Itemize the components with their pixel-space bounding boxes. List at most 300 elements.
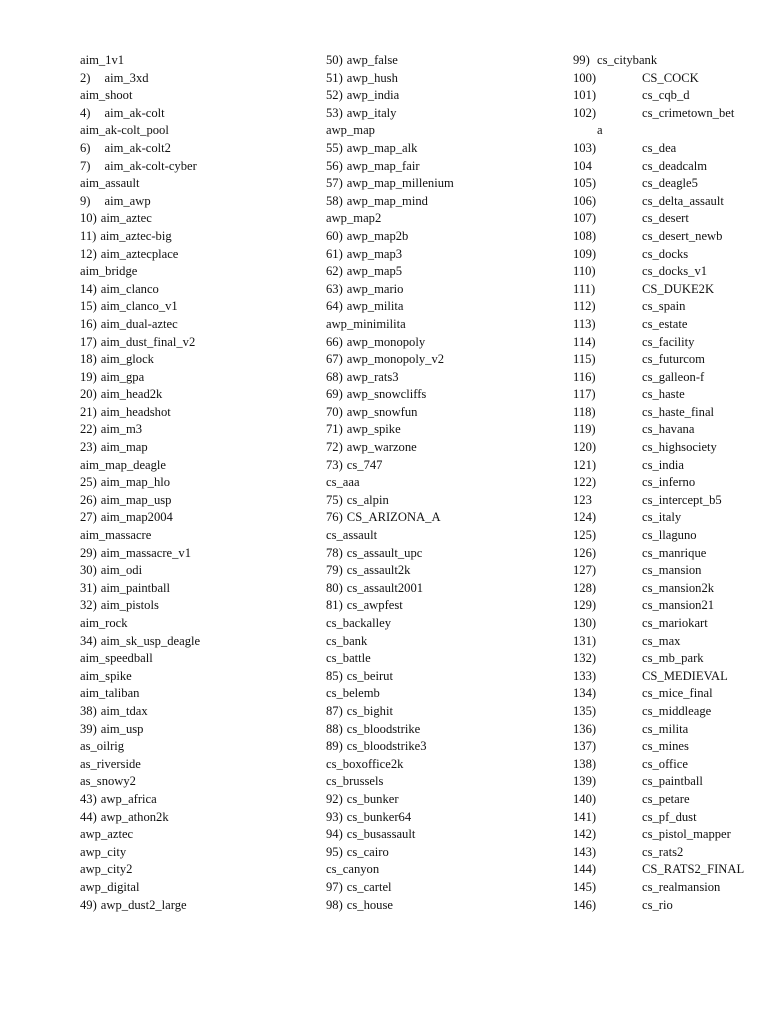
map-name: cs_desert — [642, 211, 689, 226]
map-name: cs_awpfest — [346, 598, 403, 613]
list-item — [326, 509, 566, 527]
map-name: cs_middleage — [642, 703, 712, 718]
list-item — [573, 298, 768, 316]
list-item — [326, 633, 566, 651]
list-item-number: 6) — [80, 140, 91, 155]
list-item-number: 117) — [573, 387, 596, 402]
list-item — [326, 52, 566, 70]
map-name: aim_clanco — [100, 281, 159, 296]
list-item — [326, 246, 566, 264]
map-name: CS_COCK — [642, 70, 699, 85]
list-item-number: 31) — [80, 580, 97, 595]
list-item — [573, 527, 768, 545]
map-name: cs_bighit — [346, 703, 393, 718]
map-name: awp_africa — [100, 791, 157, 806]
list-item-number: 55) — [326, 140, 343, 155]
list-item-number: 100) — [573, 70, 597, 85]
list-item-number: 142) — [573, 827, 597, 842]
list-item — [80, 105, 320, 123]
map-name: aim_odi — [100, 563, 143, 578]
list-item — [326, 650, 566, 668]
map-name: cs_aaa — [326, 475, 360, 490]
list-item-number: 140) — [573, 791, 597, 806]
map-name: aim_map2004 — [100, 510, 173, 525]
list-item-number: 136) — [573, 721, 597, 736]
list-item — [326, 756, 566, 774]
list-item-number: 56) — [326, 158, 343, 173]
list-item-number: 121) — [573, 457, 597, 472]
map-name: cs_italy — [642, 510, 682, 525]
list-item-number: 132) — [573, 651, 597, 666]
list-item — [80, 474, 320, 492]
map-name: cs_brussels — [326, 774, 384, 789]
list-item-number: 81) — [326, 598, 343, 613]
map-name: cs_assault2001 — [346, 580, 424, 595]
list-item-number: 98) — [326, 897, 343, 912]
list-item — [80, 210, 320, 228]
list-item — [326, 738, 566, 756]
list-item — [80, 404, 320, 422]
map-name: aim_rock — [80, 616, 128, 630]
list-item — [80, 791, 320, 809]
list-item-number: 71) — [326, 422, 343, 437]
list-item — [573, 650, 768, 668]
map-name: awp_snowfun — [346, 404, 418, 419]
map-name: awp_monopoly_v2 — [346, 352, 445, 367]
list-item — [80, 580, 320, 598]
map-name: cs_assault — [326, 528, 378, 543]
map-name: awp_false — [346, 53, 398, 67]
map-name: as_snowy2 — [80, 774, 136, 789]
map-name: cs_bloodstrike — [346, 721, 421, 736]
list-item-number: 64) — [326, 299, 343, 314]
list-item-number: 73) — [326, 457, 343, 472]
list-item — [573, 439, 768, 457]
map-list-column-3 — [573, 52, 768, 914]
list-item — [80, 158, 320, 176]
list-item — [573, 316, 768, 334]
list-item-number: 9) — [80, 193, 91, 208]
list-item — [326, 668, 566, 686]
map-name: cs_realmansion — [642, 879, 721, 894]
map-name: aim_speedball — [80, 651, 153, 666]
map-name: aim_3xd — [104, 70, 149, 85]
map-name: cs_dea — [642, 140, 677, 155]
list-item — [573, 897, 768, 915]
map-name: cs_backalley — [326, 616, 392, 630]
list-item-number: 58) — [326, 193, 343, 208]
map-name: awp_monopoly — [346, 334, 426, 349]
map-name: cs_crimetown_bet — [642, 105, 735, 120]
map-name: cs_desert_newb — [642, 228, 723, 243]
map-name: aim_usp — [100, 721, 144, 736]
list-item — [573, 791, 768, 809]
list-item — [573, 861, 768, 879]
list-item-number: 2) — [80, 70, 91, 85]
list-item — [326, 140, 566, 158]
list-item-number: 116) — [573, 369, 596, 384]
list-item-number: 141) — [573, 809, 597, 824]
list-item — [326, 210, 566, 228]
list-item-number: 112) — [573, 299, 596, 314]
list-item — [573, 105, 768, 123]
map-name: a — [597, 123, 603, 138]
list-item — [80, 615, 320, 633]
list-item — [573, 404, 768, 422]
list-item — [326, 545, 566, 563]
list-item-number: 99) — [573, 53, 590, 67]
list-item-number: 124) — [573, 510, 597, 525]
list-item — [80, 246, 320, 264]
list-item — [573, 633, 768, 651]
list-item — [326, 228, 566, 246]
map-name: cs_docks — [642, 246, 689, 261]
list-item — [573, 721, 768, 739]
list-item — [326, 562, 566, 580]
list-item — [80, 703, 320, 721]
map-name: aim_map_usp — [100, 492, 172, 507]
list-item — [326, 404, 566, 422]
list-item-number: 118) — [573, 404, 596, 419]
list-item-number: 53) — [326, 105, 343, 120]
map-name: as_oilrig — [80, 739, 125, 754]
list-item — [573, 738, 768, 756]
map-name: cs_paintball — [642, 774, 703, 789]
list-item — [80, 369, 320, 387]
list-item — [326, 158, 566, 176]
map-name: aim_taliban — [80, 686, 140, 701]
map-name: awp_map5 — [346, 264, 403, 279]
list-item-number: 60) — [326, 228, 343, 243]
map-name: cs_mice_final — [642, 686, 713, 701]
list-item-number: 129) — [573, 598, 597, 613]
map-name: cs_bank — [326, 633, 368, 648]
list-item-number: 80) — [326, 580, 343, 595]
list-item — [573, 386, 768, 404]
list-item — [573, 773, 768, 791]
map-name: cs_busassault — [346, 827, 416, 842]
list-item-number: 138) — [573, 756, 597, 771]
map-name: cs_rio — [642, 897, 673, 912]
list-item-number: 114) — [573, 334, 596, 349]
list-item — [80, 597, 320, 615]
list-item — [326, 122, 566, 140]
map-name: aim_aztecplace — [100, 246, 179, 261]
list-item-number: 133) — [573, 668, 597, 683]
map-name: cs_cartel — [346, 879, 392, 894]
map-name: cs_house — [346, 897, 393, 912]
list-item — [573, 193, 768, 211]
list-item — [80, 492, 320, 510]
list-item-number: 16) — [80, 316, 97, 331]
map-name: cs_manrique — [642, 545, 707, 560]
list-item-number: 50) — [326, 53, 343, 67]
list-item-number: 43) — [80, 791, 97, 806]
map-name: cs_belemb — [326, 686, 380, 701]
map-name: as_riverside — [80, 756, 141, 771]
map-name: cs_mb_park — [642, 651, 704, 666]
list-item — [326, 386, 566, 404]
list-item — [326, 263, 566, 281]
list-item — [326, 70, 566, 88]
list-item-number: 12) — [80, 246, 97, 261]
map-name: cs_highsociety — [642, 440, 717, 455]
list-item-number: 125) — [573, 528, 597, 543]
list-item — [326, 580, 566, 598]
list-item — [573, 615, 768, 633]
map-name: aim_head2k — [100, 387, 163, 402]
list-item — [326, 615, 566, 633]
list-item — [573, 210, 768, 228]
map-list-column-1 — [80, 52, 320, 914]
list-item-number: 130) — [573, 616, 597, 630]
list-item-number: 44) — [80, 809, 97, 824]
list-item-number: 67) — [326, 352, 343, 367]
map-name: cs_citybank — [597, 53, 658, 67]
list-item — [573, 474, 768, 492]
map-name: cs_llaguno — [642, 528, 697, 543]
map-name: cs_havana — [642, 422, 695, 437]
list-item — [573, 826, 768, 844]
list-item — [80, 316, 320, 334]
map-name: CS_ARIZONA_A — [346, 510, 441, 525]
list-item-number: 104 — [573, 158, 592, 173]
map-name: cs_deagle5 — [642, 176, 698, 191]
map-name: cs_canyon — [326, 862, 380, 877]
map-name: cs_assault_upc — [346, 545, 423, 560]
list-item — [326, 527, 566, 545]
list-item-number: 135) — [573, 703, 597, 718]
list-item — [326, 351, 566, 369]
map-name: cs_haste — [642, 387, 685, 402]
list-item — [326, 193, 566, 211]
list-item-number: 111) — [573, 281, 596, 296]
list-item — [80, 562, 320, 580]
list-item — [573, 351, 768, 369]
map-name: awp_map_alk — [346, 140, 418, 155]
map-name: aim_tdax — [100, 703, 148, 718]
map-name: cs_petare — [642, 791, 690, 806]
list-item-number: 122) — [573, 475, 597, 490]
list-item — [326, 879, 566, 897]
list-item — [326, 791, 566, 809]
list-item — [326, 298, 566, 316]
list-item — [80, 685, 320, 703]
list-item-number: 102) — [573, 105, 597, 120]
list-item-number: 119) — [573, 422, 596, 437]
map-name: CS_DUKE2K — [642, 281, 715, 296]
map-name: cs_cqb_d — [642, 88, 690, 103]
list-item-number: 106) — [573, 193, 597, 208]
list-item — [80, 756, 320, 774]
list-item-number: 89) — [326, 739, 343, 754]
map-name: cs_futurcom — [642, 352, 705, 367]
list-item-number: 76) — [326, 510, 343, 525]
list-item-number: 78) — [326, 545, 343, 560]
list-item — [573, 492, 768, 510]
list-item — [326, 826, 566, 844]
list-item — [80, 175, 320, 193]
list-item — [573, 879, 768, 897]
list-item — [573, 87, 768, 105]
list-item — [573, 263, 768, 281]
map-name: cs_747 — [346, 457, 383, 472]
list-item — [80, 826, 320, 844]
list-item-number: 72) — [326, 440, 343, 455]
list-item — [573, 597, 768, 615]
map-name: cs_delta_assault — [642, 193, 724, 208]
list-item — [326, 439, 566, 457]
list-item — [80, 457, 320, 475]
map-name: cs_inferno — [642, 475, 696, 490]
list-item-number: 107) — [573, 211, 597, 226]
map-name: awp_map_mind — [346, 193, 428, 208]
map-name: awp_map_millenium — [346, 176, 454, 191]
list-item — [326, 175, 566, 193]
map-name: aim_massacre — [80, 528, 152, 543]
list-item — [326, 897, 566, 915]
map-name: awp_athon2k — [100, 809, 169, 824]
map-name: cs_pistol_mapper — [642, 827, 731, 842]
map-name: awp_italy — [346, 105, 397, 120]
map-name: cs_bunker — [346, 791, 399, 806]
list-item-number: 61) — [326, 246, 343, 261]
map-name: cs_bunker64 — [346, 809, 412, 824]
list-item — [80, 351, 320, 369]
list-item — [573, 562, 768, 580]
list-item-number: 120) — [573, 440, 597, 455]
map-name: cs_mines — [642, 739, 689, 754]
list-item — [573, 158, 768, 176]
list-item — [573, 140, 768, 158]
list-item — [80, 298, 320, 316]
list-item — [326, 421, 566, 439]
map-name: awp_map — [326, 123, 375, 138]
list-item-number: 101) — [573, 88, 597, 103]
list-item-number: 146) — [573, 897, 597, 912]
map-name: aim_dual-aztec — [100, 316, 178, 331]
list-item — [80, 897, 320, 915]
map-list-column-2 — [326, 52, 566, 914]
list-item — [573, 844, 768, 862]
list-item — [80, 386, 320, 404]
map-name: awp_city — [80, 844, 127, 859]
list-item — [80, 140, 320, 158]
map-name: awp_digital — [80, 879, 140, 894]
list-item-number: 39) — [80, 721, 97, 736]
list-item-number: 19) — [80, 369, 97, 384]
map-name: cs_battle — [326, 651, 371, 666]
list-item — [80, 844, 320, 862]
list-item — [80, 334, 320, 352]
map-name: CS_MEDIEVAL — [642, 668, 728, 683]
list-item — [326, 703, 566, 721]
map-name: awp_aztec — [80, 827, 134, 842]
map-name: cs_mansion2k — [642, 580, 715, 595]
map-name: cs_pf_dust — [642, 809, 697, 824]
map-name: cs_mansion21 — [642, 598, 715, 613]
map-name: cs_estate — [642, 316, 688, 331]
list-item-number: 113) — [573, 316, 596, 331]
list-item — [326, 597, 566, 615]
list-item — [573, 246, 768, 264]
map-name: aim_headshot — [100, 404, 171, 419]
map-name: aim_ak-colt2 — [104, 140, 171, 155]
list-item-number: 94) — [326, 827, 343, 842]
list-item — [326, 773, 566, 791]
map-name: aim_map_hlo — [100, 475, 171, 490]
map-name: cs_rats2 — [642, 844, 684, 859]
list-item — [326, 457, 566, 475]
map-name: aim_massacre_v1 — [100, 545, 192, 560]
map-name: cs_milita — [642, 721, 689, 736]
map-name: aim_spike — [80, 668, 132, 683]
list-item — [573, 668, 768, 686]
list-item — [80, 421, 320, 439]
map-name: cs_intercept_b5 — [642, 492, 722, 507]
list-item — [573, 703, 768, 721]
map-name: CS_RATS2_FINAL — [642, 862, 745, 877]
map-name: cs_spain — [642, 299, 686, 314]
list-item — [80, 52, 320, 70]
list-item-number: 17) — [80, 334, 97, 349]
list-item-number: 38) — [80, 703, 97, 718]
list-item-number: 29) — [80, 545, 97, 560]
list-item-number: 144) — [573, 862, 597, 877]
map-name: awp_india — [346, 88, 400, 103]
list-item-number: 75) — [326, 492, 343, 507]
map-name: cs_cairo — [346, 844, 389, 859]
list-item-number: 32) — [80, 598, 97, 613]
list-item — [80, 281, 320, 299]
list-item — [573, 52, 768, 70]
list-item-number: 115) — [573, 352, 596, 367]
list-item — [326, 369, 566, 387]
list-item-number: 21) — [80, 404, 97, 419]
map-name: cs_mariokart — [642, 616, 708, 630]
list-item — [573, 545, 768, 563]
list-item-number: 57) — [326, 176, 343, 191]
map-name: aim_paintball — [100, 580, 171, 595]
map-name: cs_galleon-f — [642, 369, 705, 384]
list-item-number: 97) — [326, 879, 343, 894]
list-item-number: 126) — [573, 545, 597, 560]
map-name: aim_1v1 — [80, 53, 125, 67]
map-name: awp_snowcliffs — [346, 387, 427, 402]
map-name: aim_clanco_v1 — [100, 299, 178, 314]
map-name: aim_shoot — [80, 88, 133, 103]
map-name: cs_assault2k — [346, 563, 411, 578]
map-name: cs_facility — [642, 334, 695, 349]
list-item-number: 66) — [326, 334, 343, 349]
map-name: awp_spike — [346, 422, 401, 437]
list-item-number: 20) — [80, 387, 97, 402]
map-name: aim_bridge — [80, 264, 138, 279]
list-item — [80, 861, 320, 879]
list-item-number: 7) — [80, 158, 91, 173]
list-item — [326, 721, 566, 739]
map-name: aim_ak-colt_pool — [80, 123, 169, 138]
list-item-number: 15) — [80, 299, 97, 314]
list-item — [326, 281, 566, 299]
map-name: cs_bloodstrike3 — [346, 739, 427, 754]
list-item-number: 85) — [326, 668, 343, 683]
list-item — [573, 228, 768, 246]
map-name: aim_glock — [100, 352, 154, 367]
map-name: aim_gpa — [100, 369, 145, 384]
list-item-number: 63) — [326, 281, 343, 296]
list-item — [80, 809, 320, 827]
